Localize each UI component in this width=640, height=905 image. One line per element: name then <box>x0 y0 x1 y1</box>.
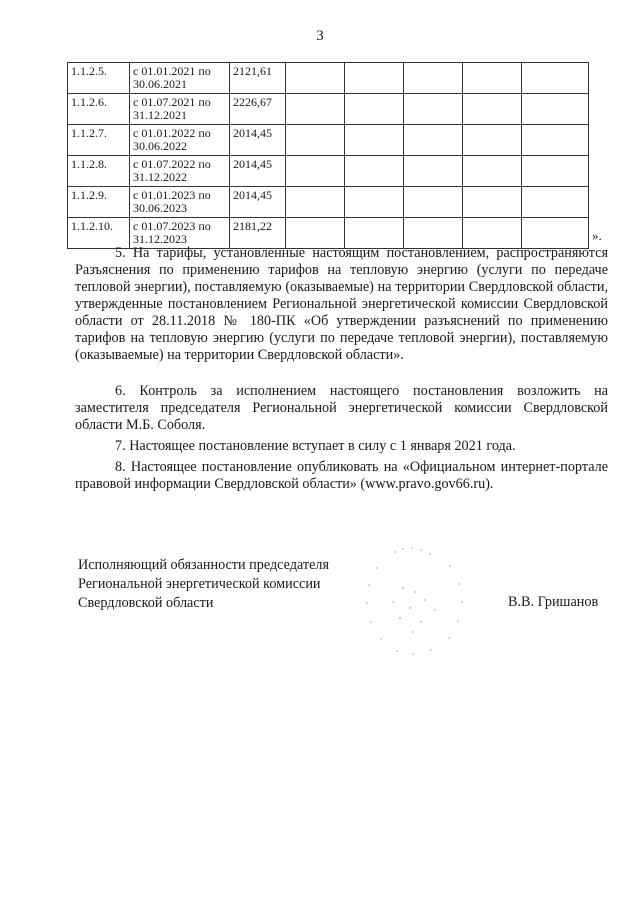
empty-cell <box>286 94 345 125</box>
empty-cell <box>404 218 463 249</box>
row-period-end: 30.06.2021 <box>133 77 187 91</box>
signatory-title <box>78 556 329 613</box>
tariff-table-body <box>68 63 589 249</box>
signatory-title-line: Региональной энергетической комиссии <box>78 576 321 592</box>
empty-cell <box>345 187 404 218</box>
row-value: 2226,67 <box>230 94 286 125</box>
empty-cell <box>522 156 589 187</box>
row-value: 2014,45 <box>230 156 286 187</box>
empty-cell <box>345 125 404 156</box>
empty-cell <box>522 187 589 218</box>
signatory-name: В.В. Гришанов <box>508 594 599 610</box>
table-row <box>68 125 589 156</box>
paragraph-5: 5. На тарифы, установленные настоящим постановлением, распространяются Разъяснения по применению тарифов на тепловую энергию (услуги по передаче тепловой энергии), поставляемую (оказываемые) на территории Свердловской области, утвержденные постановлением Региональной энергетической комиссии Свердловской области от 28.11.2018 № 180-ПК «Об утверждении разъяснений по применению тарифов на тепловую энергию (услуги по передаче тепловой энергии), поставляемую (оказываемые) на территории Свердловской области». <box>75 245 608 363</box>
empty-cell <box>404 125 463 156</box>
row-value: 2014,45 <box>230 125 286 156</box>
table-closing-mark: ». <box>592 228 602 243</box>
row-period-start: с 01.07.2021 по <box>133 95 211 109</box>
empty-cell <box>463 187 522 218</box>
empty-cell <box>345 156 404 187</box>
faint-stamp-mark <box>355 540 475 665</box>
paragraph-6-block <box>75 383 608 493</box>
table-row <box>68 187 589 218</box>
empty-cell <box>404 156 463 187</box>
row-period-start: с 01.07.2023 по <box>133 219 211 233</box>
empty-cell <box>522 94 589 125</box>
row-period <box>130 63 230 94</box>
row-period-end: 31.12.2023 <box>133 232 187 246</box>
empty-cell <box>286 125 345 156</box>
row-value: 2121,61 <box>230 63 286 94</box>
row-period <box>130 156 230 187</box>
empty-cell <box>345 63 404 94</box>
row-period-end: 31.12.2022 <box>133 170 187 184</box>
row-period <box>130 94 230 125</box>
empty-cell <box>463 156 522 187</box>
paragraph-6: 6. Контроль за исполнением настоящего постановления возложить на заместителя председателя Региональной энергетической комиссии Свердловской области М.Б. Соболя. <box>75 383 608 433</box>
table-row <box>68 94 589 125</box>
row-period-end: 30.06.2022 <box>133 139 187 153</box>
row-period-end: 30.06.2023 <box>133 201 187 215</box>
empty-cell <box>404 63 463 94</box>
row-period-end: 31.12.2021 <box>133 108 187 122</box>
empty-cell <box>286 156 345 187</box>
paragraph-8: 8. Настоящее постановление опубликовать на «Официальном интернет-портале правовой информации Свердловской области» (www.pravo.gov66.ru). <box>75 459 608 492</box>
row-value: 2181,22 <box>230 218 286 249</box>
row-value: 2014,45 <box>230 187 286 218</box>
table-row <box>68 156 589 187</box>
empty-cell <box>345 94 404 125</box>
empty-cell <box>404 187 463 218</box>
empty-cell <box>345 218 404 249</box>
row-code: 1.1.2.10. <box>68 218 130 249</box>
row-period-start: с 01.07.2022 по <box>133 157 211 171</box>
table-row <box>68 63 589 94</box>
row-period-start: с 01.01.2022 по <box>133 126 211 140</box>
row-code: 1.1.2.6. <box>68 94 130 125</box>
empty-cell <box>463 94 522 125</box>
signatory-title-line: Исполняющий обязанности председателя <box>78 557 329 573</box>
row-period <box>130 125 230 156</box>
row-code: 1.1.2.9. <box>68 187 130 218</box>
empty-cell <box>522 63 589 94</box>
paragraph-5-block <box>75 245 608 364</box>
row-code: 1.1.2.5. <box>68 63 130 94</box>
empty-cell <box>463 63 522 94</box>
signatory-title-line: Свердловской области <box>78 595 214 611</box>
row-code: 1.1.2.8. <box>68 156 130 187</box>
empty-cell <box>522 218 589 249</box>
row-code: 1.1.2.7. <box>68 125 130 156</box>
empty-cell <box>286 187 345 218</box>
empty-cell <box>522 125 589 156</box>
paragraph-7: 7. Настоящее постановление вступает в силу с 1 января 2021 года. <box>115 438 516 454</box>
empty-cell <box>463 125 522 156</box>
table-row <box>68 218 589 249</box>
empty-cell <box>463 218 522 249</box>
empty-cell <box>286 63 345 94</box>
tariff-table <box>67 62 589 249</box>
row-period-start: с 01.01.2023 по <box>133 188 211 202</box>
empty-cell <box>404 94 463 125</box>
row-period <box>130 218 230 249</box>
empty-cell <box>286 218 345 249</box>
row-period-start: с 01.01.2021 по <box>133 64 211 78</box>
row-period <box>130 187 230 218</box>
page-number: 3 <box>316 28 324 44</box>
